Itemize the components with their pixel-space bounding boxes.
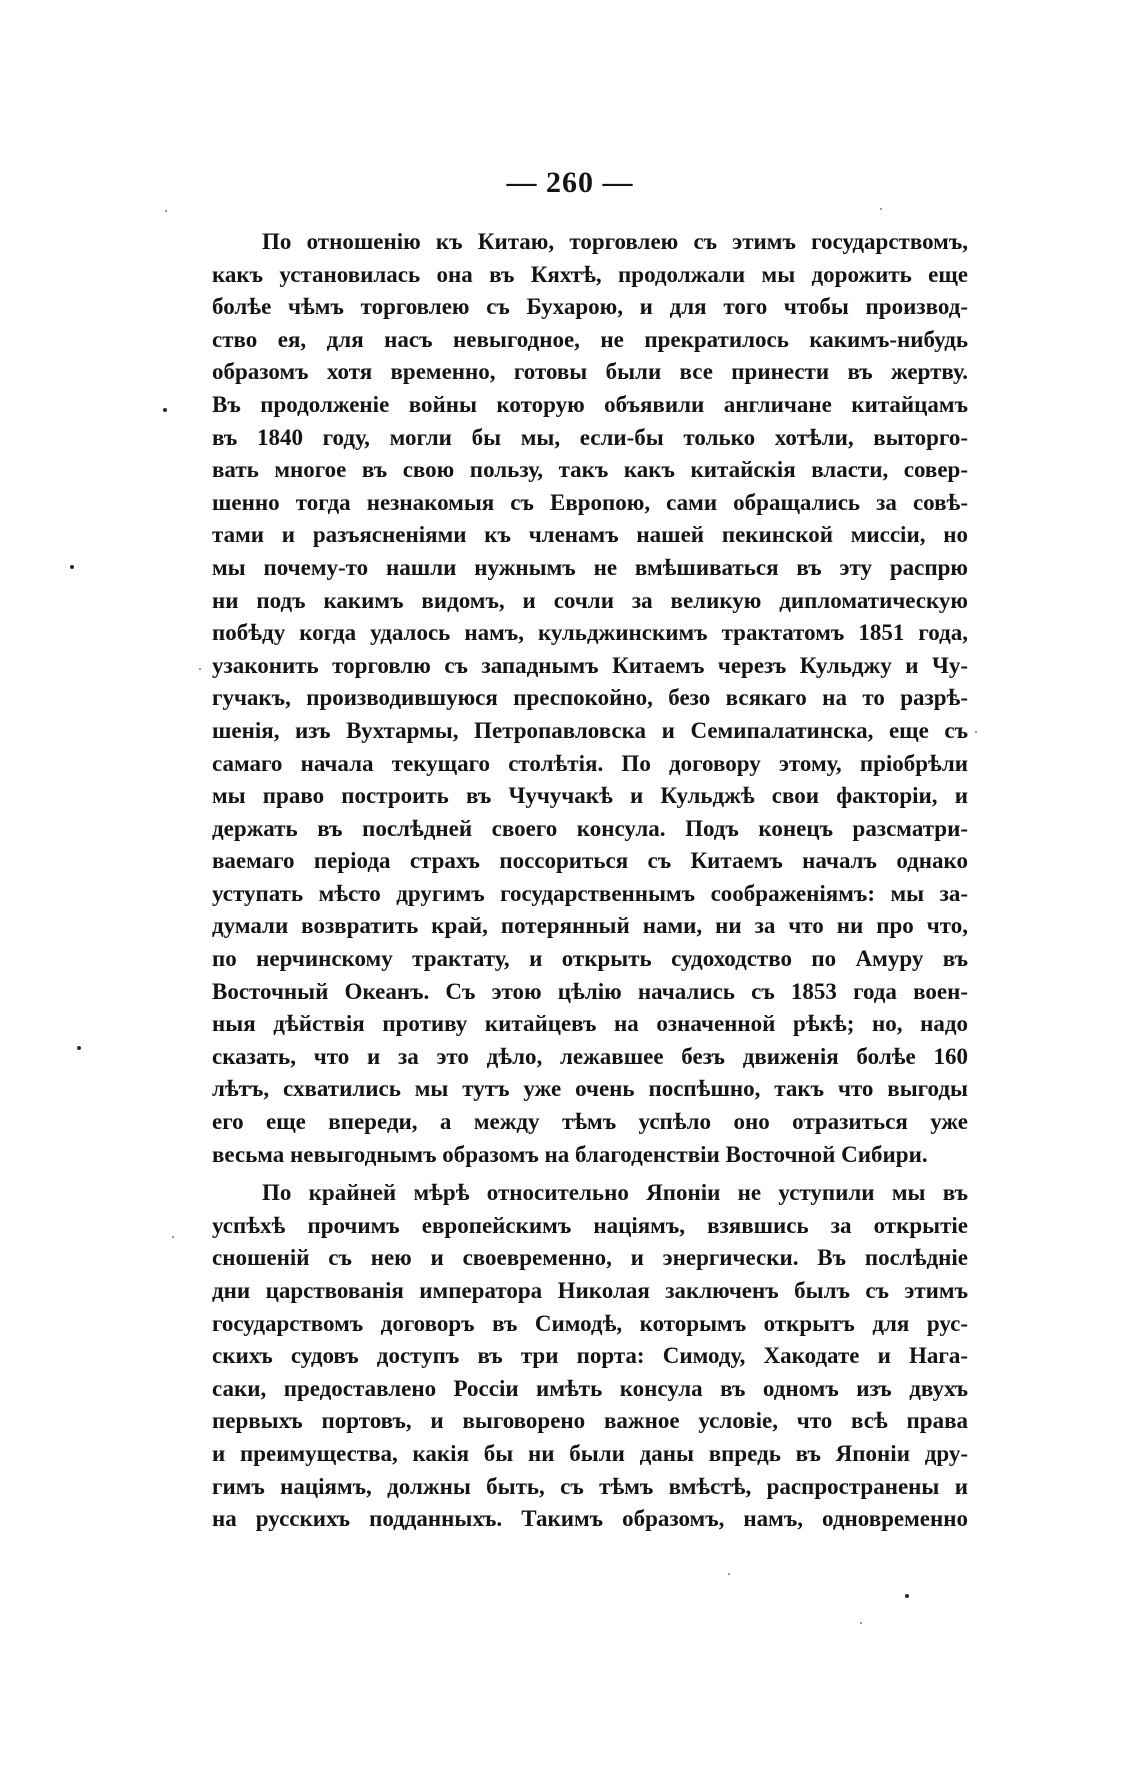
text-line: въ 1840 году, могли бы мы, если-бы только хотѣли, выторго- xyxy=(212,424,968,450)
text-line: успѣхѣ прочимъ европейскимъ націямъ, взявшись за открытіе xyxy=(212,1212,968,1238)
text-line: По отношенію къ Китаю, торговлею съ этимъ государствомъ, xyxy=(262,229,968,254)
text-line: какъ установилась она въ Кяхтѣ, продолжали мы дорожить еще xyxy=(212,261,968,287)
text-line: мы право построить въ Чучучакѣ и Кульджѣ свои факторіи, и xyxy=(212,783,968,809)
text-line: ныя дѣйствія противу китайцевъ на означенной рѣкѣ; но, надо xyxy=(212,1011,968,1037)
scan-speck xyxy=(975,731,977,733)
text-line: гимъ націямъ, должны быть, съ тѣмъ вмѣстѣ, распространены и xyxy=(212,1473,968,1499)
text-line: вать многое въ свою пользу, такъ какъ китайскія власти, совер- xyxy=(212,457,968,483)
text-line: мы почему-то нашли нужнымъ не вмѣшиваться въ эту распрю xyxy=(212,554,968,580)
text-line: образомъ хотя временно, готовы были все принести въ жертву. xyxy=(212,359,968,385)
scan-speck xyxy=(880,208,882,210)
text-line: Восточный Океанъ. Съ этою цѣлію начались съ 1853 года воен- xyxy=(212,978,968,1004)
paragraph-2 xyxy=(212,1177,968,1536)
scan-speck xyxy=(70,565,74,569)
text-line: на русскихъ подданныхъ. Такимъ образомъ, намъ, одновременно xyxy=(212,1506,968,1532)
text-line: ваемаго періода страхъ поссориться съ Китаемъ началъ однако xyxy=(212,848,968,874)
text-line: первыхъ портовъ, и выговорено важное условіе, что всѣ права xyxy=(212,1408,968,1434)
text-line: держать въ послѣдней своего консула. Подъ конецъ разсматри- xyxy=(212,815,968,841)
scan-speck xyxy=(163,408,167,412)
text-line: государствомъ договоръ въ Симодѣ, которымъ открытъ для рус- xyxy=(212,1310,968,1336)
scan-speck xyxy=(860,1622,862,1624)
page-number: — 260 — xyxy=(506,166,634,199)
text-line: его еще впереди, а между тѣмъ успѣло оно отразиться уже xyxy=(212,1109,968,1135)
text-line: тами и разъясненіями къ членамъ нашей пекинской миссіи, но xyxy=(212,522,968,548)
text-line: саки, предоставлено Россіи имѣть консула въ одномъ изъ двухъ xyxy=(212,1375,968,1401)
text-line: и преимущества, какія бы ни были даны впредь въ Японіи дру- xyxy=(212,1440,968,1466)
text-line: скихъ судовъ доступъ въ три порта: Симоду, Хакодате и Нага- xyxy=(212,1343,968,1369)
scan-speck xyxy=(199,668,201,670)
text-line: узаконить торговлю съ западнымъ Китаемъ черезъ Кульджу и Чу- xyxy=(212,652,968,678)
text-line: гучакъ, производившуюся преспокойно, безо всякаго на то разрѣ- xyxy=(212,685,968,711)
text-line: сношеній съ нею и своевременно, и энергически. Въ послѣдніе xyxy=(212,1245,968,1271)
scan-speck xyxy=(77,1046,81,1050)
text-line: ни подъ какимъ видомъ, и сочли за великую дипломатическую xyxy=(212,587,968,613)
scan-speck xyxy=(905,1594,909,1598)
text-line: сказать, что и за это дѣло, лежавшее безъ движенія болѣе 160 xyxy=(212,1043,968,1069)
text-line: самаго начала текущаго столѣтія. По договору этому, пріобрѣли xyxy=(212,750,968,776)
text-line: Въ продолженіе войны которую объявили англичане китайцамъ xyxy=(212,391,968,417)
text-line: думали возвратить край, потерянный нами, ни за что ни про что, xyxy=(212,913,968,939)
text-line: болѣе чѣмъ торговлею съ Бухарою, и для того чтобы производ- xyxy=(212,294,968,320)
text-line: По крайней мѣрѣ относительно Японіи не уступили мы въ xyxy=(262,1180,968,1206)
text-line: лѣтъ, схватились мы тутъ уже очень поспѣшно, такъ что выгоды xyxy=(212,1076,968,1102)
paragraph-1 xyxy=(212,226,968,1171)
text-line: дни царствованія императора Николая заключенъ былъ съ этимъ xyxy=(212,1278,968,1303)
scan-speck xyxy=(728,1573,730,1575)
scan-speck xyxy=(165,210,167,212)
text-line: весьма невыгоднымъ образомъ на благоденствіи Восточной Сибири. xyxy=(212,1141,928,1167)
body-text xyxy=(212,226,968,1536)
text-line: уступать мѣсто другимъ государственнымъ соображеніямъ: мы за- xyxy=(212,880,968,906)
text-line: по нерчинскому трактату, и открыть судоходство по Амуру въ xyxy=(212,946,968,972)
text-line: побѣду когда удалось намъ, кульджинскимъ трактатомъ 1851 года, xyxy=(212,620,968,646)
scan-speck xyxy=(172,1236,174,1238)
text-line: шенно тогда незнакомыя съ Европою, сами обращались за совѣ- xyxy=(212,489,968,515)
text-line: ство ея, для насъ невыгодное, не прекратилось какимъ-нибудь xyxy=(212,326,968,352)
text-line: шенія, изъ Вухтармы, Петропавловска и Семипалатинска, еще съ xyxy=(212,717,968,743)
